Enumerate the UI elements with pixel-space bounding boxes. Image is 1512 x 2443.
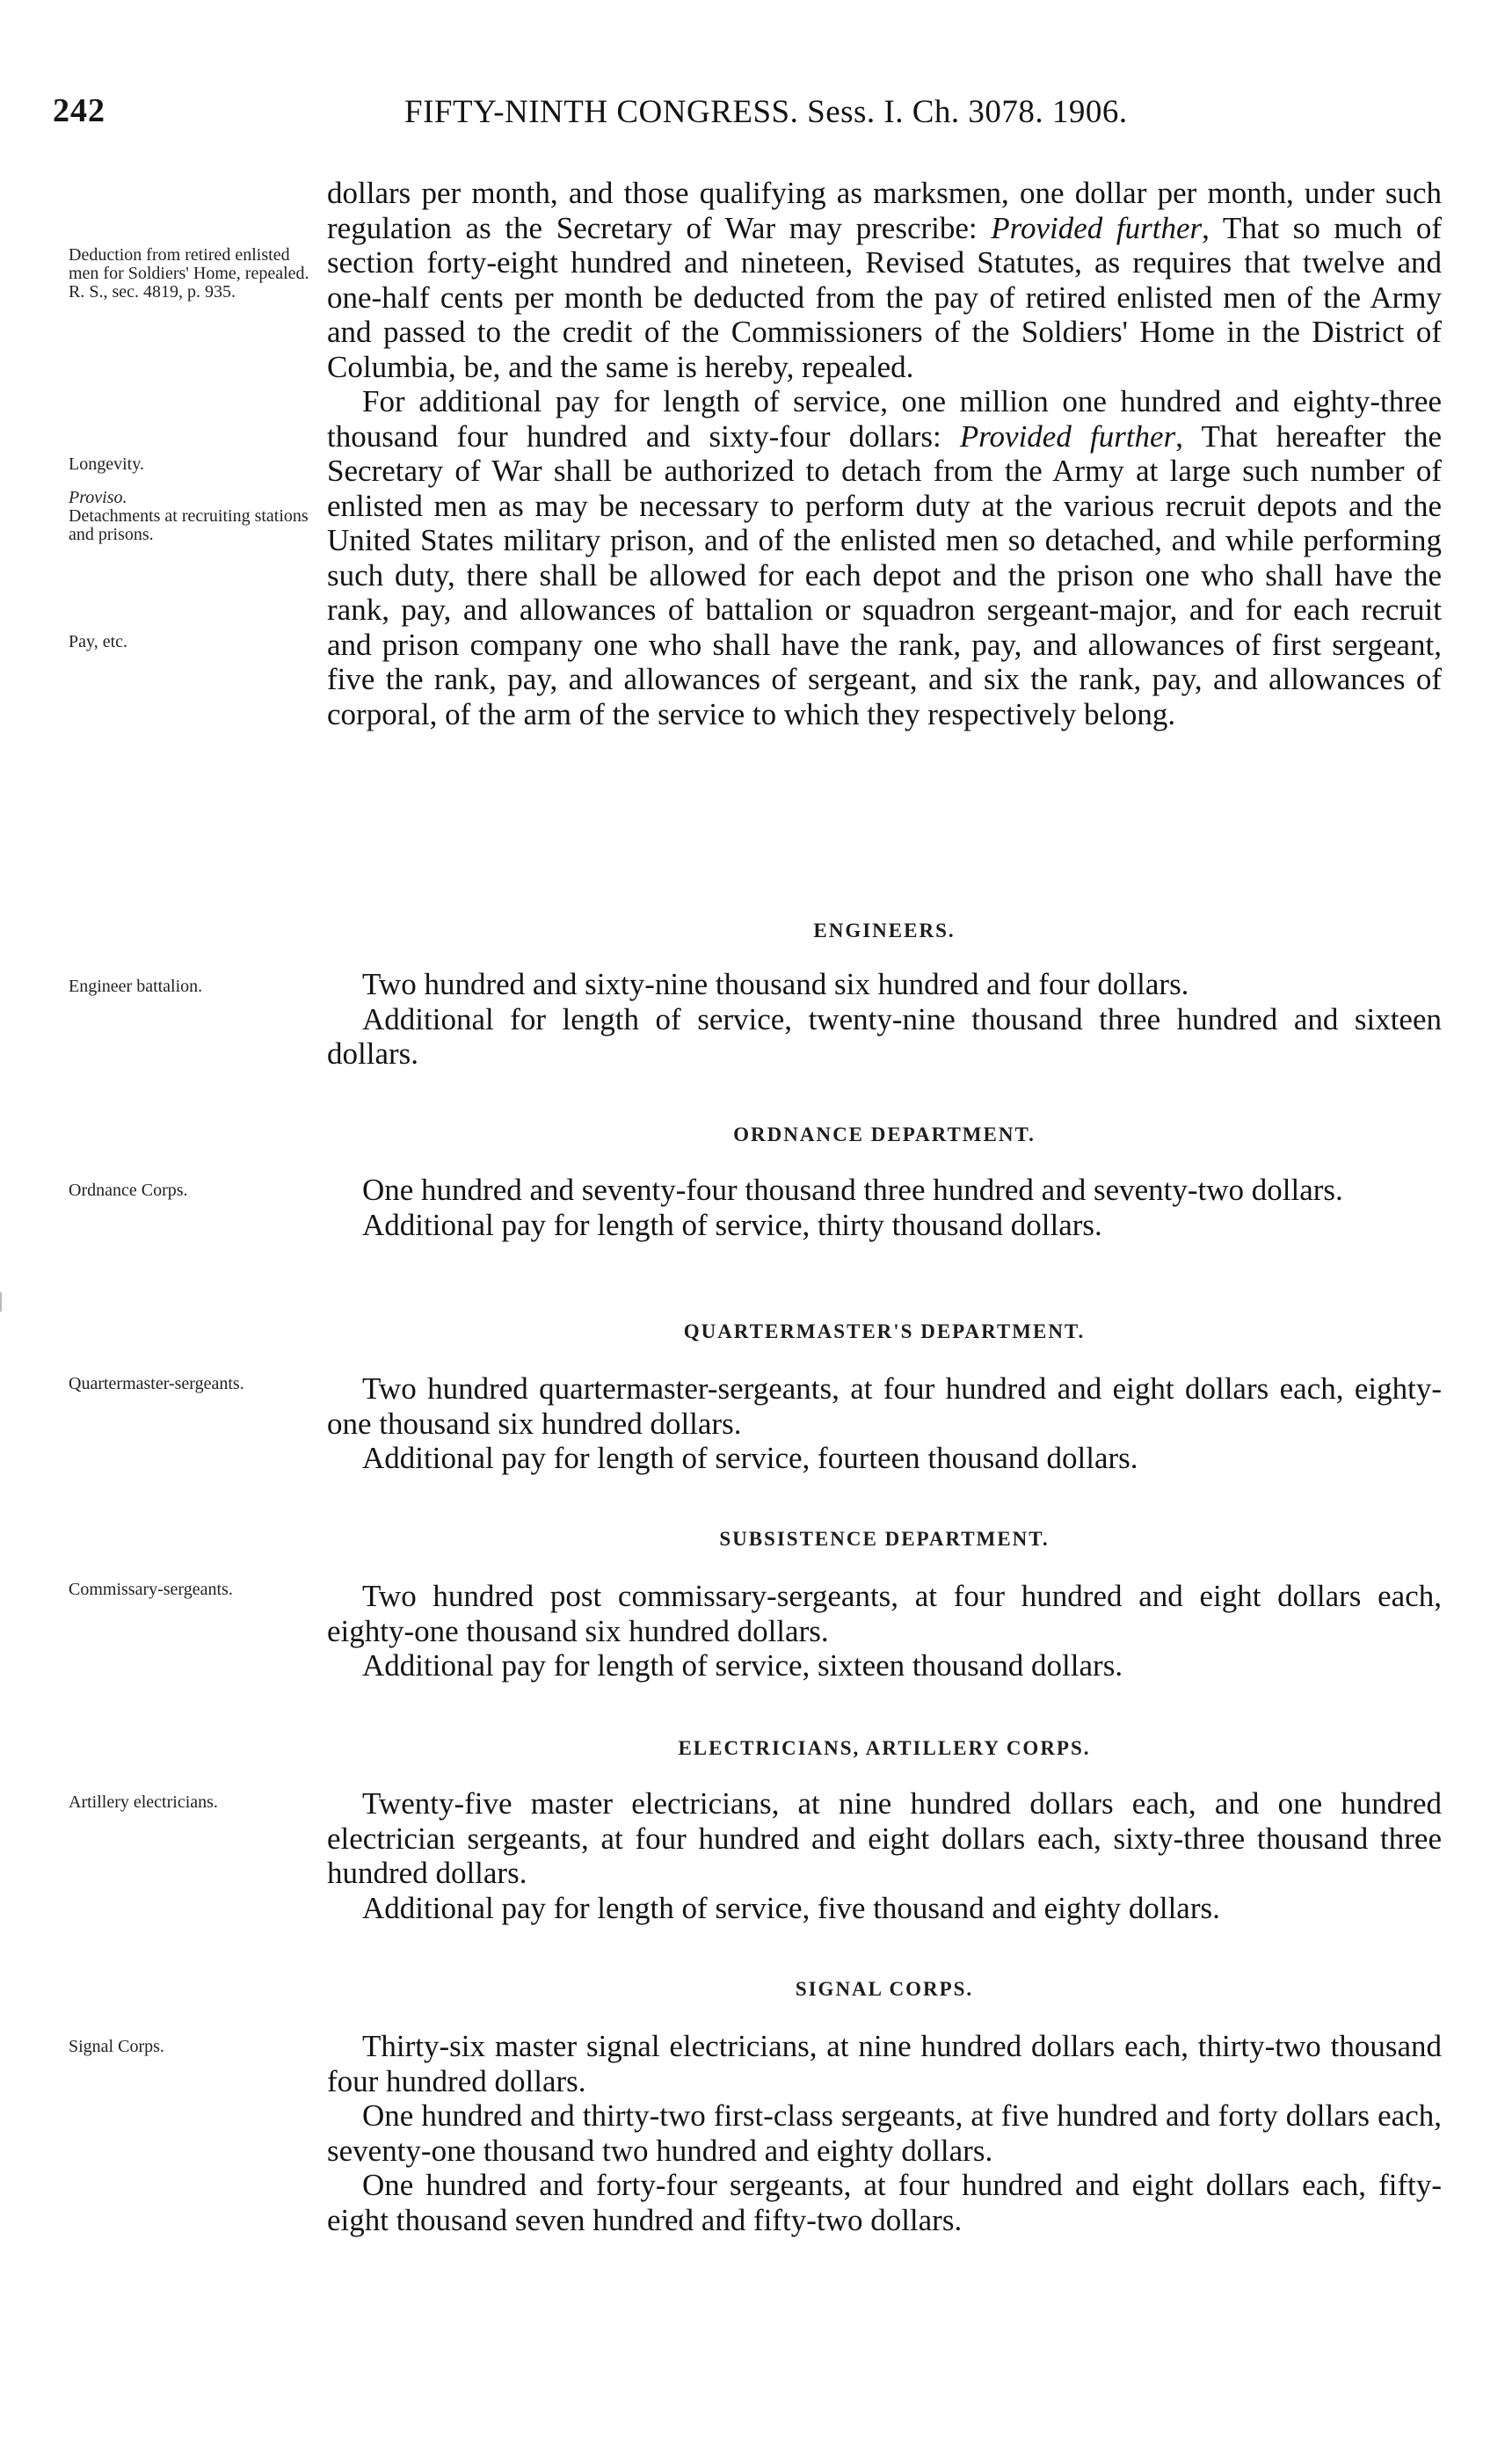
margin-note-engineer-battalion [69,978,322,996]
paragraph-electricians-1: Twenty-five master electricians, at nine hundred dollars each, and one hundred electrician sergeants, at four hundred and eight dollars each, sixty-three thousand three hundred dollars. [327,1786,1442,1890]
margin-note-ordnance-corps [69,1182,322,1200]
paragraph-marksmen-text: dollars per month, and those qualifying as marksmen, one dollar per month, under such regulation as the Secretary of War may prescribe: [327,176,1442,245]
paragraph-signal-2: One hundred and thirty-two first-class sergeants, at five hundred and forty dollars each, seventy-one thousand two hundred and eighty dollars. [327,2098,1442,2168]
body-block-electricians [327,1786,1442,1925]
margin-note-pay-text: Pay, etc. [69,632,128,651]
paragraph-quartermaster-1: Two hundred quartermaster-sergeants, at four hundred and eight dollars each, eighty-one thousand six hundred dollars. [327,1371,1442,1441]
heading-subsistence-department: SUBSISTENCE DEPARTMENT. [719,1528,1050,1550]
margin-note-signal-corps-text: Signal Corps. [69,2037,164,2056]
paragraph-engineers-2: Additional for length of service, twenty-nine thousand three hundred and sixteen dollars. [327,1001,1442,1071]
heading-quartermasters-department: QUARTERMASTER'S DEPARTMENT. [683,1320,1086,1342]
paragraph-electricians-2: Additional pay for length of service, five thousand and eighty dollars. [362,1890,1220,1925]
running-title: FIFTY-NINTH CONGRESS. Sess. I. Ch. 3078. 1906. [404,94,1128,130]
margin-note-proviso [69,489,322,544]
margin-note-deduction-text: Deduction from retired enlisted men for Soldiers' Home, repealed. [69,245,309,283]
body-block-pay-provisions [327,176,1442,731]
paragraph-ordnance-2: Additional pay for length of service, thirty thousand dollars. [362,1207,1102,1242]
provided-further-italic-2: Provided further [959,418,1176,454]
heading-electricians-artillery-corps: ELECTRICIANS, ARTILLERY CORPS. [678,1737,1091,1759]
margin-note-commissary-sergeants-text: Commissary-sergeants. [69,1580,233,1599]
paragraph-subsistence-2: Additional pay for length of service, sixteen thousand dollars. [362,1648,1123,1683]
margin-note-pay [69,633,322,651]
paragraph-marksmen [327,176,1442,384]
margin-note-commissary-sergeants [69,1581,322,1599]
page-number: 242 [53,92,105,129]
margin-note-artillery-electricians-text: Artillery electricians. [69,1792,218,1812]
paragraph-longevity-text: For additional pay for length of service, one million one hundred and eighty-three thousand four hundred and sixty-four dollars: [327,384,1442,454]
paragraph-longevity-text-cont: , That hereafter the Secretary of War shall be authorized to detach from the Army at large such number of enlisted men as may be necessary to perform duty at the various recruit depots and the United States military prison, and of the enlisted men so detached, and while performing such duty, there shall be allowed for each depot and the prison one who shall have the rank, pay, and allowances of battalion or squadron sergeant-major, and for each recruit and prison company one who shall have the rank, pay, and allowances of first sergeant, five the rank, pay, and allowances of sergeant, and six the rank, pay, and allowances of corporal, of the arm of the service to which they respectively belong. [327,418,1443,731]
margin-note-ordnance-corps-text: Ordnance Corps. [69,1181,188,1200]
provided-further-italic: Provided further [991,210,1203,245]
margin-note-rs-reference: R. S., sec. 4819, p. 935. [69,282,236,302]
paragraph-signal-3: One hundred and forty-four sergeants, at four hundred and eight dollars each, fifty-eight thousand seven hundred and fifty-two dollars. [327,2168,1442,2237]
paragraph-signal-1: Thirty-six master signal electricians, at nine hundred dollars each, thirty-two thousand four hundred dollars. [327,2029,1442,2098]
margin-note-quartermaster-sergeants-text: Quartermaster-sergeants. [69,1374,244,1393]
heading-ordnance-department: ORDNANCE DEPARTMENT. [733,1123,1036,1145]
margin-note-signal-corps [69,2038,322,2056]
margin-note-artillery-electricians [69,1793,322,1812]
body-block-quartermaster [327,1371,1442,1476]
paragraph-quartermaster-2: Additional pay for length of service, fourteen thousand dollars. [362,1441,1138,1475]
paragraph-ordnance-1: One hundred and seventy-four thousand three hundred and seventy-two dollars. [362,1173,1343,1207]
body-block-subsistence [327,1579,1442,1683]
scan-edge-mark [0,1292,2,1312]
running-head [53,91,1424,135]
margin-note-proviso-text: Proviso. [69,488,127,507]
margin-note-longevity [69,455,322,474]
body-block-engineers [327,967,1442,1072]
margin-note-engineer-battalion-text: Engineer battalion. [69,977,203,996]
heading-engineers: ENGINEERS. [813,920,956,942]
margin-note-quartermaster-sergeants [69,1375,322,1393]
paragraph-longevity [327,384,1442,731]
paragraph-subsistence-1: Two hundred post commissary-sergeants, at four hundred and eight dollars each, eighty-one thousand six hundred dollars. [327,1579,1442,1648]
paragraph-marksmen-text-cont: , That so much of section forty-eight hundred and nineteen, Revised Statutes, as requires that twelve and one-half cents per month be deducted from the pay of retired enlisted men of the Army and passed to the credit of the Commissioners of the Soldiers' Home in the District of Columbia, be, and the same is hereby, repealed. [327,210,1443,384]
body-block-signal-corps [327,2029,1442,2237]
heading-signal-corps: SIGNAL CORPS. [795,1978,974,2000]
margin-note-deduction [69,246,322,302]
margin-note-longevity-text: Longevity. [69,454,144,474]
body-block-ordnance [327,1173,1442,1242]
paragraph-engineers-1: Two hundred and sixty-nine thousand six hundred and four dollars. [362,967,1189,1001]
margin-note-detachments-text: Detachments at recruiting stations and prisons. [69,506,309,544]
